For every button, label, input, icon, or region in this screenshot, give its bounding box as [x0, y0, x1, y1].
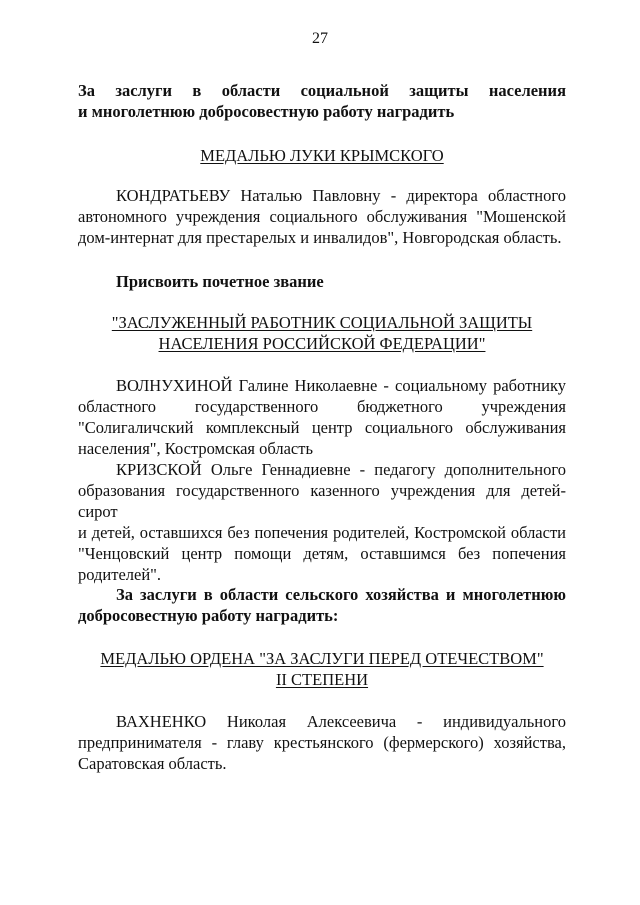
section2-person1-line4: населения", Костромская область — [78, 439, 313, 458]
section1-person-line3: дом-интернат для престарелых и инвалидов", Новгородская область. — [78, 228, 562, 247]
section1-person-line1: КОНДРАТЬЕВУ Наталью Павловну - директора областного — [116, 186, 566, 205]
section3-award-line1: МЕДАЛЬЮ ОРДЕНА "ЗА ЗАСЛУГИ ПЕРЕД ОТЕЧЕСТВОМ" — [100, 649, 544, 668]
section2-person2-line5: родителей". — [78, 565, 162, 584]
section2-person2 — [78, 459, 566, 585]
section1-person-line2: автономного учреждения социального обслуживания "Мошенской — [78, 207, 566, 226]
section2-person2-line1: КРИЗСКОЙ Ольге Геннадиевне - педагогу дополнительного — [116, 460, 566, 479]
section3-person-line2: предпринимателя - главу крестьянского (фермерского) хозяйства, — [78, 733, 566, 752]
section2-intro: Присвоить почетное звание — [116, 272, 324, 291]
section2-title-line2: НАСЕЛЕНИЯ РОССИЙСКОЙ ФЕДЕРАЦИИ" — [158, 334, 486, 353]
section1-person — [78, 185, 566, 248]
section2-title-line1: "ЗАСЛУЖЕННЫЙ РАБОТНИК СОЦИАЛЬНОЙ ЗАЩИТЫ — [111, 313, 533, 332]
section2-honorary-title — [78, 312, 566, 354]
section2-person2-line4: "Ченцовский центр помощи детям, оставшимся без попечения — [78, 544, 566, 563]
section3-award-title — [78, 648, 566, 690]
section2-person1 — [78, 375, 566, 459]
section3-award-line2: II СТЕПЕНИ — [275, 670, 369, 689]
section3-intro-line1: За заслуги в области сельского хозяйства и многолетнюю — [116, 585, 566, 604]
section1-intro-line1: За заслуги в области социальной защиты населения — [78, 81, 566, 100]
section2-person1-line3: "Солигаличский комплексный центр социального обслуживания — [78, 418, 566, 437]
section2-person1-line2: областного государственного бюджетного учреждения — [78, 397, 566, 416]
section1-award-title — [78, 145, 566, 166]
section3-person-line1: ВАХНЕНКО Николая Алексеевича - индивидуального — [116, 712, 566, 731]
section2-person2-line3: и детей, оставшихся без попечения родителей, Костромской области — [78, 523, 566, 542]
section1-intro — [78, 80, 566, 122]
section3-person — [78, 711, 566, 774]
page-number: 27 — [312, 30, 328, 47]
section1-award-name: МЕДАЛЬЮ ЛУКИ КРЫМСКОГО — [200, 146, 444, 165]
section1-intro-line2: и многолетнюю добросовестную работу наградить — [78, 102, 455, 121]
section3-person-line3: Саратовская область. — [78, 754, 227, 773]
section3-intro — [78, 584, 566, 626]
section2-person1-line1: ВОЛНУХИНОЙ Галине Николаевне - социальному работнику — [116, 376, 566, 395]
section3-intro-line2: добросовестную работу наградить: — [78, 606, 339, 625]
section2-person2-line2: образования государственного казенного учреждения для детей-сирот — [78, 481, 566, 521]
